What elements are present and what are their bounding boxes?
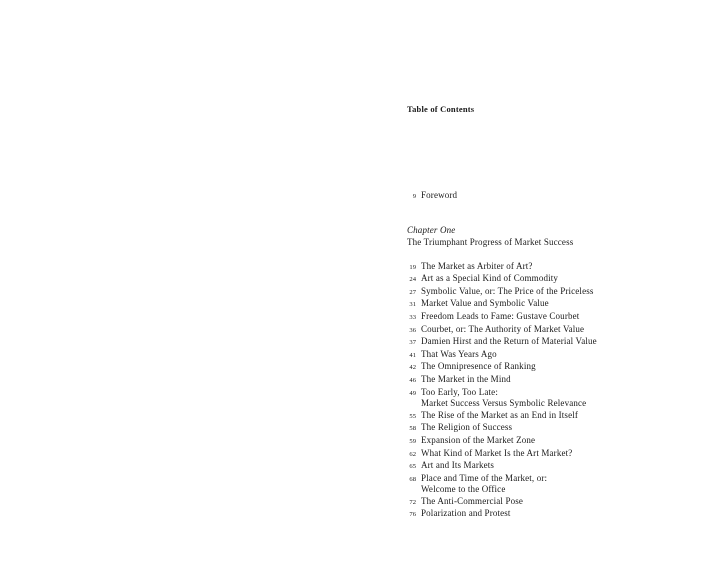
entry-title-continuation: Market Success Versus Symbolic Relevance [421, 398, 587, 409]
list-item [407, 286, 707, 299]
list-item [407, 273, 707, 286]
page-number: 62 [409, 450, 416, 458]
entry-title: That Was Years Ago [421, 348, 497, 359]
entry-title: Polarization and Protest [421, 508, 511, 519]
list-item [407, 349, 707, 362]
entry-title: What Kind of Market Is the Art Market? [421, 447, 573, 458]
page-number: 41 [409, 351, 416, 359]
page-number: 68 [409, 475, 416, 483]
entry-title: Damien Hirst and the Return of Material Value [421, 336, 597, 347]
chapter-heading [407, 224, 707, 248]
page-number: 31 [409, 301, 416, 309]
entry-title: Too Early, Too Late: Market Success Versus Symbolic Relevance [421, 387, 707, 410]
entry-title: The Market in the Mind [421, 373, 511, 384]
entry-title: The Rise of the Market as an End in Itself [421, 409, 579, 420]
table-of-contents [407, 104, 707, 521]
list-item [407, 496, 707, 509]
entry-title-continuation: Welcome to the Office [421, 484, 506, 495]
list-item [407, 261, 707, 274]
foreword-entry [407, 190, 707, 203]
page-number: 65 [409, 463, 416, 471]
list-item [407, 311, 707, 324]
list-item [407, 374, 707, 387]
entry-title: The Religion of Success [421, 422, 513, 433]
entry-title: The Market as Arbiter of Art? [421, 260, 533, 271]
page-number: 46 [409, 376, 416, 384]
page-number: 72 [409, 498, 416, 506]
chapter-name: The Triumphant Progress of Market Success [407, 236, 574, 247]
page-number: 59 [409, 437, 416, 445]
list-item [407, 387, 707, 410]
page-title: Table of Contents [407, 104, 475, 114]
entry-title: Art and Its Markets [421, 460, 495, 471]
entry-title: The Omnipresence of Ranking [421, 361, 536, 372]
entry-title: Courbet, or: The Authority of Market Value [421, 323, 585, 334]
page-number: 55 [409, 412, 416, 420]
page-number: 42 [409, 364, 416, 372]
list-item [407, 190, 707, 203]
page-number: 76 [409, 511, 416, 519]
page-number: 24 [409, 276, 416, 284]
page-number: 33 [409, 313, 416, 321]
entry-title: The Anti-Commercial Pose [421, 495, 524, 506]
entry-title: Art as a Special Kind of Commodity [421, 273, 559, 284]
entry-title: Foreword [421, 190, 458, 200]
page-number: 19 [409, 263, 416, 271]
entry-title: Market Value and Symbolic Value [421, 298, 549, 309]
list-item [407, 298, 707, 311]
list-item [407, 435, 707, 448]
page-number: 27 [409, 288, 416, 296]
entry-title: Freedom Leads to Fame: Gustave Courbet [421, 310, 580, 321]
list-item [407, 324, 707, 337]
list-item [407, 410, 707, 423]
page-number: 58 [409, 425, 416, 433]
list-item [407, 460, 707, 473]
chapter-label: Chapter One [407, 224, 456, 235]
entry-title: Symbolic Value, or: The Price of the Priceless [421, 285, 594, 296]
list-item [407, 508, 707, 521]
page-number: 49 [409, 389, 416, 397]
entries-list [407, 261, 707, 521]
list-item [407, 336, 707, 349]
list-item [407, 473, 707, 496]
page-number: 36 [409, 326, 416, 334]
page-number: 9 [412, 193, 416, 200]
entry-title: Place and Time of the Market, or: Welcome to the Office [421, 473, 707, 496]
list-item [407, 361, 707, 374]
page-number: 37 [409, 339, 416, 347]
entry-title: Expansion of the Market Zone [421, 434, 536, 445]
list-item [407, 448, 707, 461]
list-item [407, 422, 707, 435]
